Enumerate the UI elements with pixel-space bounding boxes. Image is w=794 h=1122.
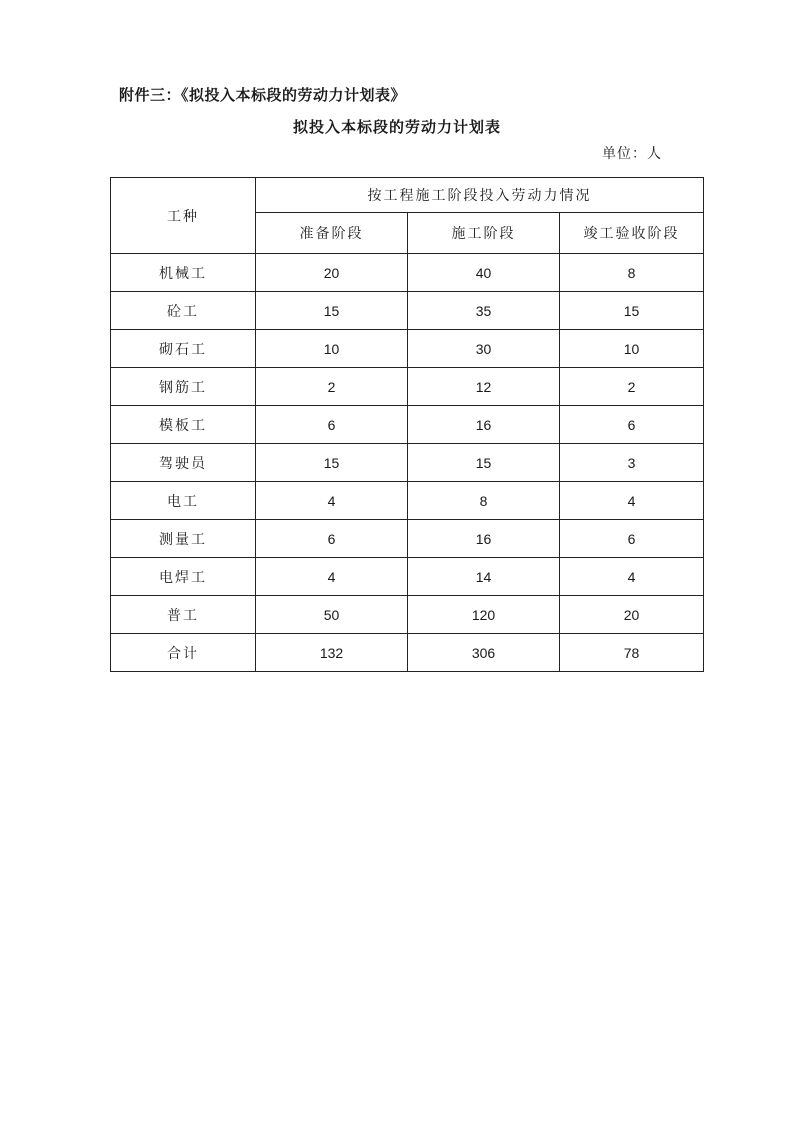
completion-value-cell: 4 bbox=[560, 558, 704, 596]
trade-cell: 合计 bbox=[111, 634, 256, 672]
completion-value-cell: 2 bbox=[560, 368, 704, 406]
construction-value-cell: 30 bbox=[408, 330, 560, 368]
construction-value-cell: 15 bbox=[408, 444, 560, 482]
completion-value-cell: 20 bbox=[560, 596, 704, 634]
prep-value-cell: 10 bbox=[256, 330, 408, 368]
table-row bbox=[111, 444, 704, 482]
prep-value-cell: 15 bbox=[256, 292, 408, 330]
trade-cell: 测量工 bbox=[111, 520, 256, 558]
prep-value-cell: 2 bbox=[256, 368, 408, 406]
construction-value-cell: 8 bbox=[408, 482, 560, 520]
completion-value-cell: 10 bbox=[560, 330, 704, 368]
construction-value-cell: 12 bbox=[408, 368, 560, 406]
prep-phase-header: 准备阶段 bbox=[256, 213, 408, 254]
phase-group-header: 按工程施工阶段投入劳动力情况 bbox=[256, 178, 704, 213]
construction-phase-header: 施工阶段 bbox=[408, 213, 560, 254]
prep-value-cell: 4 bbox=[256, 482, 408, 520]
completion-value-cell: 15 bbox=[560, 292, 704, 330]
prep-value-cell: 15 bbox=[256, 444, 408, 482]
completion-value-cell: 8 bbox=[560, 254, 704, 292]
labor-plan-table bbox=[110, 177, 704, 672]
table-row bbox=[111, 330, 704, 368]
trade-cell: 电焊工 bbox=[111, 558, 256, 596]
prep-value-cell: 132 bbox=[256, 634, 408, 672]
total-row bbox=[111, 634, 704, 672]
table-row bbox=[111, 254, 704, 292]
prep-value-cell: 4 bbox=[256, 558, 408, 596]
prep-value-cell: 6 bbox=[256, 406, 408, 444]
prep-value-cell: 50 bbox=[256, 596, 408, 634]
completion-phase-header: 竣工验收阶段 bbox=[560, 213, 704, 254]
table-row bbox=[111, 596, 704, 634]
table-row bbox=[111, 292, 704, 330]
completion-value-cell: 3 bbox=[560, 444, 704, 482]
construction-value-cell: 120 bbox=[408, 596, 560, 634]
unit-label: 单位：人 bbox=[602, 146, 662, 162]
construction-value-cell: 14 bbox=[408, 558, 560, 596]
trade-cell: 驾驶员 bbox=[111, 444, 256, 482]
completion-value-cell: 6 bbox=[560, 406, 704, 444]
table-row bbox=[111, 482, 704, 520]
table-row bbox=[111, 558, 704, 596]
construction-value-cell: 16 bbox=[408, 406, 560, 444]
prep-value-cell: 20 bbox=[256, 254, 408, 292]
trade-header: 工种 bbox=[111, 178, 256, 254]
completion-value-cell: 78 bbox=[560, 634, 704, 672]
construction-value-cell: 40 bbox=[408, 254, 560, 292]
trade-cell: 砌石工 bbox=[111, 330, 256, 368]
trade-cell: 砼工 bbox=[111, 292, 256, 330]
table-row bbox=[111, 368, 704, 406]
attachment-heading: 附件三：《拟投入本标段的劳动力计划表》 bbox=[119, 86, 407, 104]
table-header-row-1 bbox=[111, 178, 704, 213]
trade-cell: 钢筋工 bbox=[111, 368, 256, 406]
table-row bbox=[111, 406, 704, 444]
construction-value-cell: 35 bbox=[408, 292, 560, 330]
completion-value-cell: 6 bbox=[560, 520, 704, 558]
trade-cell: 机械工 bbox=[111, 254, 256, 292]
construction-value-cell: 16 bbox=[408, 520, 560, 558]
table-body bbox=[111, 254, 704, 672]
completion-value-cell: 4 bbox=[560, 482, 704, 520]
table-row bbox=[111, 520, 704, 558]
trade-cell: 模板工 bbox=[111, 406, 256, 444]
trade-cell: 电工 bbox=[111, 482, 256, 520]
trade-cell: 普工 bbox=[111, 596, 256, 634]
table-title: 拟投入本标段的劳动力计划表 bbox=[292, 118, 501, 136]
construction-value-cell: 306 bbox=[408, 634, 560, 672]
prep-value-cell: 6 bbox=[256, 520, 408, 558]
